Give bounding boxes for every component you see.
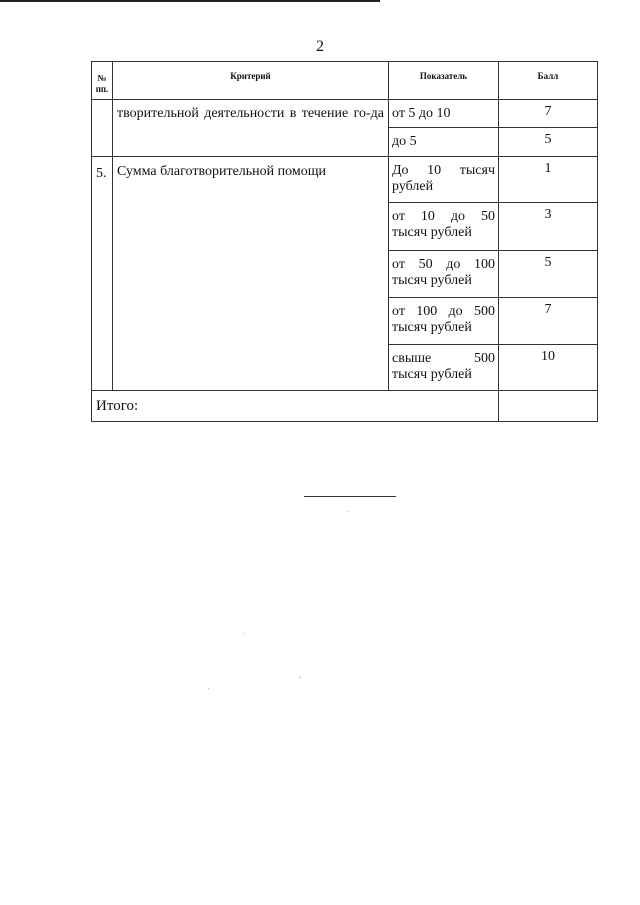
score-cell: 7: [499, 100, 598, 128]
indicator-line: от 100 до 500: [392, 304, 495, 319]
score-cell: 7: [499, 298, 598, 345]
scan-speck: [299, 677, 301, 678]
indicator-cell: [389, 157, 499, 203]
indicator-cell: до 5: [389, 128, 499, 157]
indicator-cell: [389, 298, 499, 345]
indicator-cell: от 5 до 10: [389, 100, 499, 128]
indicator-line: тысяч рублей: [392, 367, 472, 382]
page-top-edge-line: [0, 0, 380, 2]
score-cell: 5: [499, 128, 598, 157]
total-row: [92, 391, 598, 422]
total-value: [499, 391, 598, 422]
row-num-empty: [92, 100, 113, 157]
score-cell: 3: [499, 203, 598, 251]
closing-separator-line: [304, 496, 396, 497]
header-num-label: № пп.: [95, 73, 109, 94]
score-cell: 10: [499, 345, 598, 391]
scan-speck: [243, 633, 244, 634]
criterion-continued: [113, 100, 389, 157]
page-number: 2: [316, 38, 324, 55]
header-criterion: Критерий: [113, 62, 389, 100]
header-score: Балл: [499, 62, 598, 100]
criterion-continued-text: творительной деятельности в течение го-да: [117, 106, 384, 121]
indicator-line: от 10 до 50: [392, 209, 495, 224]
scan-speck: [347, 511, 348, 512]
row-number: 5.: [92, 157, 113, 391]
score-cell: 1: [499, 157, 598, 203]
indicator-cell: [389, 203, 499, 251]
header-num: [92, 62, 113, 100]
table-header-row: [92, 62, 598, 100]
total-label: Итого:: [92, 391, 499, 422]
score-cell: 5: [499, 251, 598, 298]
criteria-table: [91, 61, 598, 422]
indicator-line: тысяч рублей: [392, 273, 472, 288]
indicator-cell: [389, 345, 499, 391]
indicator-line: тысяч рублей: [392, 225, 472, 240]
criterion-text: Сумма благотворительной помощи: [113, 157, 389, 391]
indicator-line: от 50 до 100: [392, 257, 495, 272]
scan-speck: [208, 688, 209, 689]
indicator-cell: [389, 251, 499, 298]
indicator-line: До 10 тысяч: [392, 163, 495, 178]
header-indicator: Показатель: [389, 62, 499, 100]
indicator-line: тысяч рублей: [392, 320, 472, 335]
table-row: [92, 157, 598, 203]
indicator-line: рублей: [392, 179, 434, 194]
table-row: [92, 100, 598, 128]
indicator-line: свыше 500: [392, 351, 495, 366]
